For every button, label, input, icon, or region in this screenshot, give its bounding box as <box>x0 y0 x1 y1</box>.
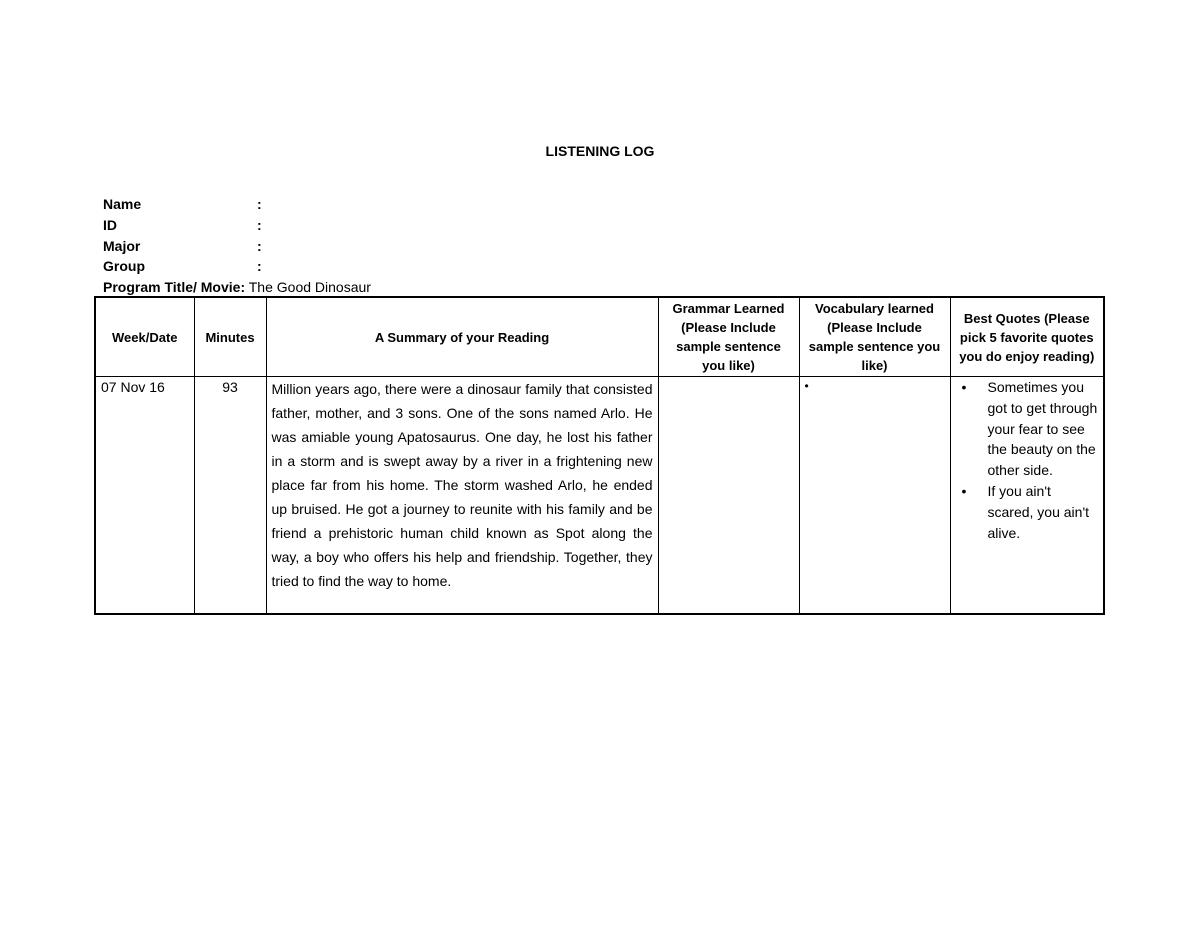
info-row-program <box>103 277 371 298</box>
cell-vocabulary <box>799 377 950 615</box>
major-colon: : <box>257 237 262 254</box>
name-label: Name <box>103 196 142 212</box>
list-item <box>956 481 1099 543</box>
info-row-group <box>103 256 371 277</box>
bullet-icon: • <box>961 379 967 395</box>
table-header-row <box>95 297 1104 377</box>
program-label: Program Title/ Movie: <box>103 279 246 296</box>
group-label: Group <box>103 258 145 275</box>
student-info <box>103 194 371 298</box>
bullet-icon: • <box>961 482 967 499</box>
quote-text: Sometimes you got to get through your fear to see the beauty on the other side. <box>987 379 1098 479</box>
listening-log-table <box>94 296 1105 615</box>
info-row-id <box>103 215 371 236</box>
id-label: ID <box>103 216 117 233</box>
group-colon: : <box>257 258 262 275</box>
header-summary: A Summary of your Reading <box>266 297 658 377</box>
header-week-date: Week/Date <box>95 297 194 377</box>
cell-minutes: 93 <box>194 377 266 615</box>
info-row-major <box>103 236 371 257</box>
info-row-name <box>103 194 371 215</box>
table-row <box>95 377 1104 615</box>
major-label: Major <box>103 237 141 254</box>
id-colon: : <box>257 216 262 233</box>
cell-summary: Million years ago, there were a dinosaur family that consisted father, mother, and 3 sons. One of the sons named Arlo. He was amiable young Apatosaurus. One day, he lost his father in a storm and is swept away by a river in a frightening new place far from his home. The storm washed Arlo, he ended up bruised. He got a journey to reunite with his family and be friend a prehistoric human child known as Spot along the way, a boy who offers his help and friendship. Together, they tried to find the way to home. <box>266 377 658 615</box>
list-item <box>956 377 1099 481</box>
header-grammar: Grammar Learned (Please Include sample sentence you like) <box>658 297 799 377</box>
header-quotes: Best Quotes (Please pick 5 favorite quotes you do enjoy reading) <box>950 297 1104 377</box>
cell-grammar <box>658 377 799 615</box>
cell-quotes <box>950 377 1104 615</box>
program-value: The Good Dinosaur <box>248 279 371 296</box>
cell-week-date: 07 Nov 16 <box>95 377 194 615</box>
header-vocabulary: Vocabulary learned (Please Include sample sentence you like) <box>799 297 950 377</box>
bullet-icon: • <box>804 379 809 393</box>
page-title: LISTENING LOG <box>545 143 655 159</box>
name-colon: : <box>257 196 262 212</box>
quotes-list <box>956 377 1099 543</box>
header-minutes: Minutes <box>194 297 266 377</box>
quote-text: If you ain't scared, you ain't alive. <box>987 482 1090 541</box>
